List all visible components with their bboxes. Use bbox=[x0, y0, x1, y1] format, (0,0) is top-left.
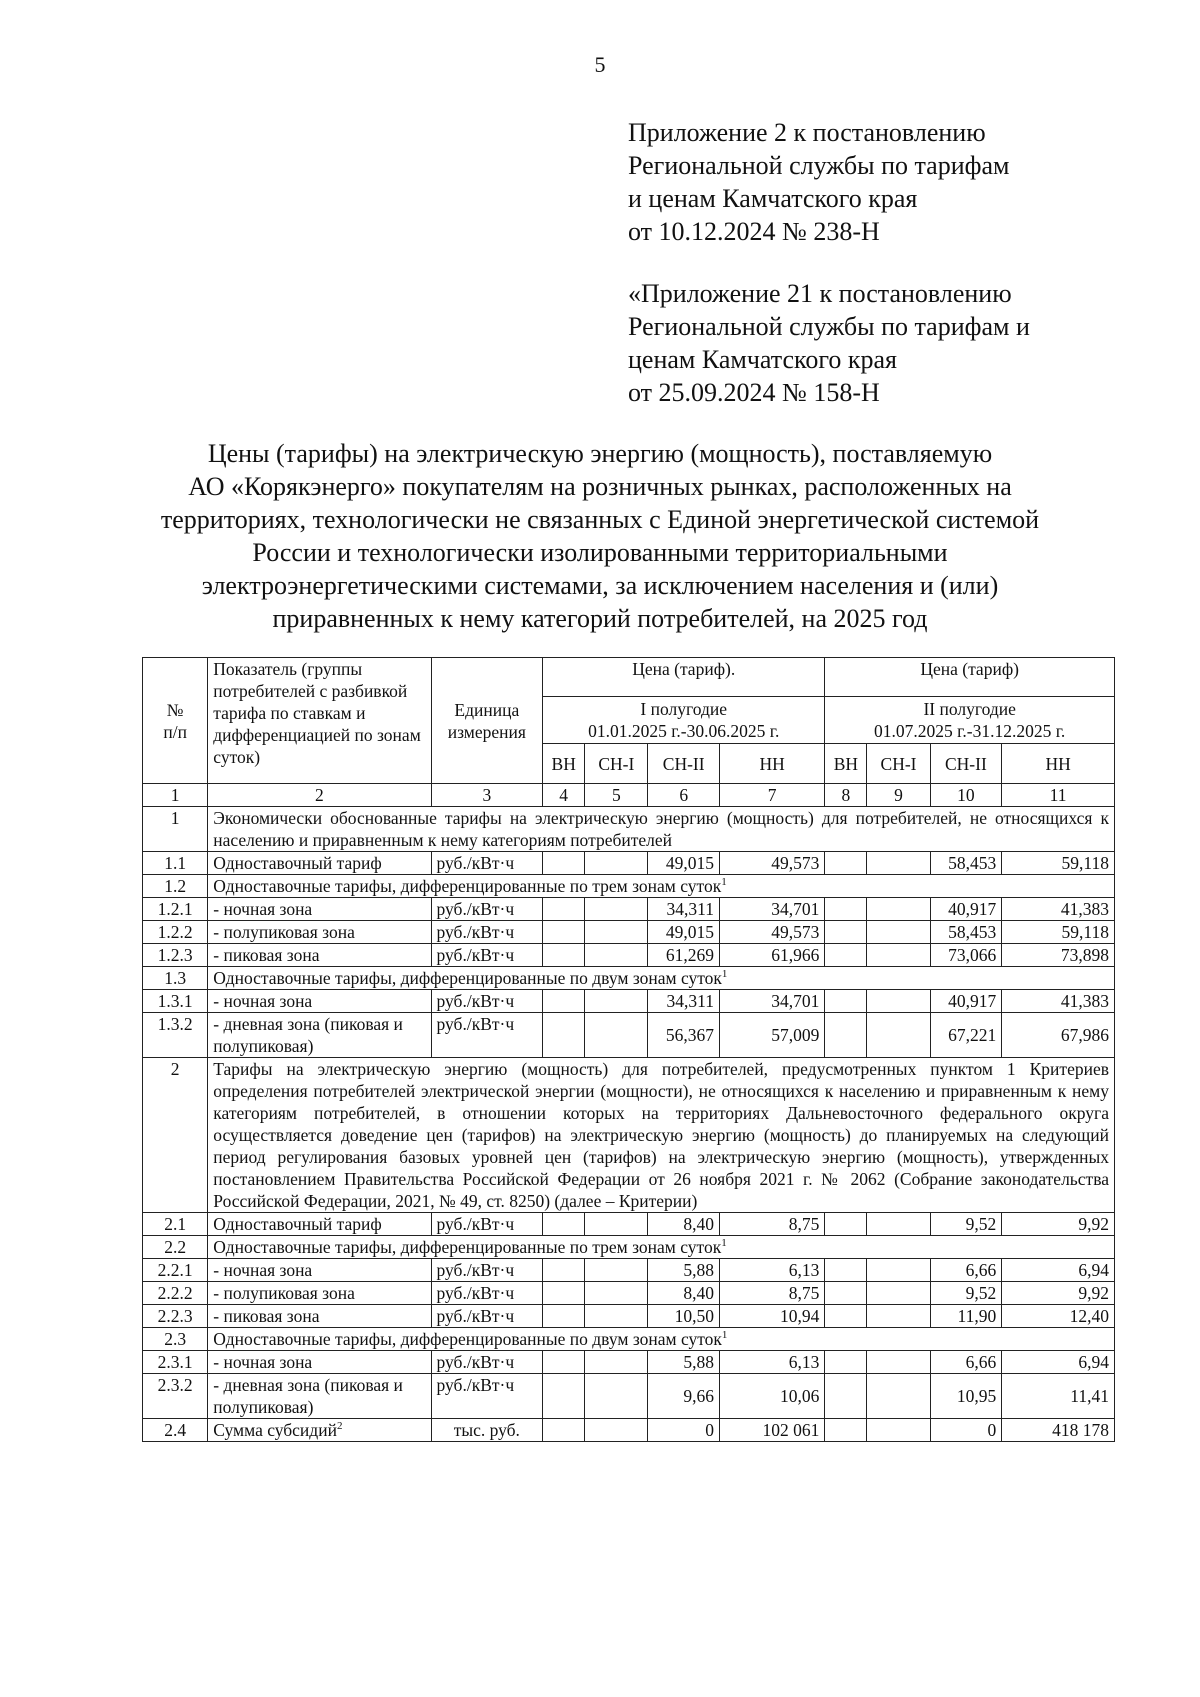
half2-label: II полугодие bbox=[923, 699, 1016, 719]
level-nn: НН bbox=[720, 744, 825, 784]
tariff-value bbox=[825, 1013, 867, 1058]
tariff-value: 102 061 bbox=[720, 1419, 825, 1442]
tariff-value: 11,90 bbox=[930, 1305, 1002, 1328]
column-number: 6 bbox=[648, 784, 720, 807]
tariff-value bbox=[825, 1374, 867, 1419]
title-line: электроэнергетическими системами, за исключением населения и (или) bbox=[201, 571, 999, 600]
row-number: 1.2.1 bbox=[143, 898, 208, 921]
row-number: 2.2.2 bbox=[143, 1282, 208, 1305]
row-name: - ночная зона bbox=[208, 1259, 431, 1282]
tariff-value bbox=[825, 1351, 867, 1374]
tariff-value bbox=[585, 1351, 648, 1374]
tariff-value bbox=[543, 1013, 585, 1058]
title-line: территориях, технологически не связанных с Единой энергетической системой bbox=[160, 505, 1040, 534]
row-unit: руб./кВт·ч bbox=[431, 1351, 543, 1374]
tariff-value: 9,92 bbox=[1002, 1282, 1115, 1305]
tariff-value: 10,95 bbox=[930, 1374, 1002, 1419]
row-number: 1.2.2 bbox=[143, 921, 208, 944]
column-number: 10 bbox=[930, 784, 1002, 807]
tariff-value bbox=[543, 1305, 585, 1328]
column-number: 9 bbox=[867, 784, 930, 807]
subsection-row bbox=[143, 1328, 1115, 1351]
appendix-current-block bbox=[628, 116, 1009, 248]
tariff-value bbox=[585, 1282, 648, 1305]
subsection-text: Одноставочные тарифы, дифференцированные по трем зонам суток$^1$ bbox=[208, 875, 1115, 898]
row-number: 2.3.2 bbox=[143, 1374, 208, 1419]
tariff-value bbox=[825, 944, 867, 967]
tariff-value bbox=[543, 1374, 585, 1419]
data-row bbox=[143, 1419, 1115, 1442]
tariff-value bbox=[867, 1013, 930, 1058]
tariff-value: 8,40 bbox=[648, 1282, 720, 1305]
section-text: Экономически обоснованные тарифы на электрическую энергию (мощность) для потребителей, не относящихся к населению и приравненным к нему категориям потребителей bbox=[208, 807, 1115, 852]
footnote-mark: 2 bbox=[336, 1420, 343, 1433]
tariff-value bbox=[825, 1305, 867, 1328]
title-line: Цены (тарифы) на электрическую энергию (мощность), поставляемую bbox=[207, 439, 993, 468]
data-row bbox=[143, 1351, 1115, 1374]
tariff-value: 34,311 bbox=[648, 990, 720, 1013]
column-number: 2 bbox=[208, 784, 431, 807]
subsection-text: Одноставочные тарифы, дифференцированные по трем зонам суток$^1$ bbox=[208, 1236, 1115, 1259]
tariff-value bbox=[543, 1213, 585, 1236]
tariff-value: 73,066 bbox=[930, 944, 1002, 967]
appendix-line: Приложение 2 к постановлению bbox=[628, 118, 986, 147]
header-half1 bbox=[543, 697, 825, 744]
tariff-value: 10,94 bbox=[720, 1305, 825, 1328]
tariff-value bbox=[867, 1282, 930, 1305]
tariff-value: 8,40 bbox=[648, 1213, 720, 1236]
row-unit: руб./кВт·ч bbox=[431, 921, 543, 944]
tariff-value: 10,50 bbox=[648, 1305, 720, 1328]
row-number: 1.2 bbox=[143, 875, 208, 898]
tariff-value bbox=[867, 1305, 930, 1328]
column-number: 4 bbox=[543, 784, 585, 807]
row-name: - пиковая зона bbox=[208, 944, 431, 967]
row-number: 1.2.3 bbox=[143, 944, 208, 967]
tariff-value bbox=[543, 1351, 585, 1374]
tariff-value bbox=[585, 1213, 648, 1236]
column-number: 7 bbox=[720, 784, 825, 807]
data-row bbox=[143, 1305, 1115, 1328]
tariff-value: 8,75 bbox=[720, 1213, 825, 1236]
tariff-value bbox=[825, 990, 867, 1013]
row-number: 1.1 bbox=[143, 852, 208, 875]
footnote-mark: 1 bbox=[721, 968, 728, 981]
subsection-row bbox=[143, 1236, 1115, 1259]
row-name: - ночная зона bbox=[208, 898, 431, 921]
tariff-value: 41,383 bbox=[1002, 898, 1115, 921]
tariff-value bbox=[825, 852, 867, 875]
tariff-value: 11,41 bbox=[1002, 1374, 1115, 1419]
tariff-value bbox=[825, 1213, 867, 1236]
appendix-line: и ценам Камчатского края bbox=[628, 184, 918, 213]
half1-label: I полугодие bbox=[640, 699, 728, 719]
tariff-value bbox=[867, 898, 930, 921]
tariff-value: 0 bbox=[930, 1419, 1002, 1442]
header-unit: Единица измерения bbox=[431, 658, 543, 784]
row-number: 2.2.1 bbox=[143, 1259, 208, 1282]
row-number: 1.3.1 bbox=[143, 990, 208, 1013]
tariff-value bbox=[585, 1013, 648, 1058]
tariff-value: 34,311 bbox=[648, 898, 720, 921]
header-price-h2: Цена (тариф) bbox=[825, 658, 1115, 697]
title-line: АО «Корякэнерго» покупателям на розничных рынках, расположенных на bbox=[188, 472, 1012, 501]
tariff-value bbox=[543, 852, 585, 875]
tariff-value: 49,015 bbox=[648, 921, 720, 944]
tariff-value: 59,118 bbox=[1002, 852, 1115, 875]
tariff-value: 9,92 bbox=[1002, 1213, 1115, 1236]
tariff-value: 9,66 bbox=[648, 1374, 720, 1419]
row-unit: руб./кВт·ч bbox=[431, 990, 543, 1013]
section-row bbox=[143, 807, 1115, 852]
tariff-value: 58,453 bbox=[930, 921, 1002, 944]
data-row bbox=[143, 898, 1115, 921]
data-row bbox=[143, 1282, 1115, 1305]
tariff-value: 9,52 bbox=[930, 1213, 1002, 1236]
tariff-value: 57,009 bbox=[720, 1013, 825, 1058]
tariff-value bbox=[825, 1419, 867, 1442]
row-name: - полупиковая зона bbox=[208, 1282, 431, 1305]
tariff-value: 41,383 bbox=[1002, 990, 1115, 1013]
level-sn2: СН-II bbox=[648, 744, 720, 784]
tariff-value bbox=[543, 898, 585, 921]
level-vn: ВН bbox=[543, 744, 585, 784]
row-number: 2.2 bbox=[143, 1236, 208, 1259]
row-number: 2.3 bbox=[143, 1328, 208, 1351]
column-number: 3 bbox=[431, 784, 543, 807]
tariff-value: 5,88 bbox=[648, 1259, 720, 1282]
tariff-value bbox=[585, 1259, 648, 1282]
row-unit: руб./кВт·ч bbox=[431, 1305, 543, 1328]
footnote-mark: 1 bbox=[721, 1329, 728, 1342]
level-sn2: СН-II bbox=[930, 744, 1002, 784]
tariff-value bbox=[585, 1419, 648, 1442]
subsection-text: Одноставочные тарифы, дифференцированные по двум зонам суток$^1$ bbox=[208, 967, 1115, 990]
tariff-value: 10,06 bbox=[720, 1374, 825, 1419]
tariff-value: 40,917 bbox=[930, 990, 1002, 1013]
row-unit: руб./кВт·ч bbox=[431, 852, 543, 875]
footnote-mark: 1 bbox=[721, 1237, 727, 1250]
subsection-text: Одноставочные тарифы, дифференцированные по двум зонам суток$^1$ bbox=[208, 1328, 1115, 1351]
tariff-value bbox=[543, 944, 585, 967]
row-unit: руб./кВт·ч bbox=[431, 1374, 543, 1419]
tariff-value bbox=[825, 1282, 867, 1305]
row-unit: руб./кВт·ч bbox=[431, 1282, 543, 1305]
page-number: 5 bbox=[594, 52, 606, 77]
tariff-value bbox=[543, 1419, 585, 1442]
tariff-value bbox=[585, 1305, 648, 1328]
tariff-value: 12,40 bbox=[1002, 1305, 1115, 1328]
tariff-value: 9,52 bbox=[930, 1282, 1002, 1305]
header-indicator: Показатель (группы потребителей с разбивкой тарифа по ставкам и дифференциацией по зонам суток) bbox=[208, 658, 431, 784]
row-number: 2 bbox=[143, 1058, 208, 1213]
tariff-value: 49,573 bbox=[720, 852, 825, 875]
row-name: Одноставочный тариф bbox=[208, 852, 431, 875]
column-number: 8 bbox=[825, 784, 867, 807]
tariff-value bbox=[585, 921, 648, 944]
document-title bbox=[100, 437, 1100, 635]
tariff-table bbox=[142, 657, 1115, 1442]
tariff-value: 6,94 bbox=[1002, 1259, 1115, 1282]
subsection-row bbox=[143, 875, 1115, 898]
tariff-value: 67,986 bbox=[1002, 1013, 1115, 1058]
tariff-value: 49,573 bbox=[720, 921, 825, 944]
row-unit: руб./кВт·ч bbox=[431, 1259, 543, 1282]
row-number: 1.3 bbox=[143, 967, 208, 990]
tariff-value: 58,453 bbox=[930, 852, 1002, 875]
tariff-value bbox=[867, 1351, 930, 1374]
data-row bbox=[143, 1213, 1115, 1236]
column-numbers-row bbox=[143, 784, 1115, 807]
row-unit: тыс. руб. bbox=[431, 1419, 543, 1442]
appendix-line: Региональной службы по тарифам и bbox=[628, 312, 1030, 341]
appendix-line: от 25.09.2024 № 158-Н bbox=[628, 378, 880, 407]
column-number: 5 bbox=[585, 784, 648, 807]
data-row bbox=[143, 921, 1115, 944]
data-row bbox=[143, 1259, 1115, 1282]
tariff-value: 6,13 bbox=[720, 1351, 825, 1374]
appendix-line: от 10.12.2024 № 238-Н bbox=[628, 217, 880, 246]
row-name: - пиковая зона bbox=[208, 1305, 431, 1328]
subsection-row bbox=[143, 967, 1115, 990]
tariff-value bbox=[867, 1213, 930, 1236]
row-number: 2.2.3 bbox=[143, 1305, 208, 1328]
level-vn: ВН bbox=[825, 744, 867, 784]
row-number: 2.3.1 bbox=[143, 1351, 208, 1374]
tariff-value: 67,221 bbox=[930, 1013, 1002, 1058]
tariff-value: 34,701 bbox=[720, 898, 825, 921]
row-name: - ночная зона bbox=[208, 990, 431, 1013]
tariff-value: 5,88 bbox=[648, 1351, 720, 1374]
appendix-line: ценам Камчатского края bbox=[628, 345, 897, 374]
row-unit: руб./кВт·ч bbox=[431, 1213, 543, 1236]
tariff-value: 59,118 bbox=[1002, 921, 1115, 944]
row-number: 1.3.2 bbox=[143, 1013, 208, 1058]
tariff-value bbox=[867, 852, 930, 875]
tariff-value: 6,66 bbox=[930, 1351, 1002, 1374]
tariff-value bbox=[867, 1419, 930, 1442]
tariff-value bbox=[543, 921, 585, 944]
data-row bbox=[143, 1013, 1115, 1058]
data-row bbox=[143, 990, 1115, 1013]
tariff-value: 61,966 bbox=[720, 944, 825, 967]
row-name: - ночная зона bbox=[208, 1351, 431, 1374]
tariff-value: 6,66 bbox=[930, 1259, 1002, 1282]
row-name: - дневная зона (пиковая и полупиковая) bbox=[208, 1013, 431, 1058]
level-sn1: СН-I bbox=[867, 744, 930, 784]
tariff-value: 40,917 bbox=[930, 898, 1002, 921]
title-line: приравненных к нему категорий потребителей, на 2025 год bbox=[272, 604, 928, 633]
header-num: № п/п bbox=[143, 658, 208, 784]
row-name: Сумма субсидий$^2$ bbox=[208, 1419, 431, 1442]
tariff-value bbox=[543, 990, 585, 1013]
tariff-value: 418 178 bbox=[1002, 1419, 1115, 1442]
tariff-value: 6,13 bbox=[720, 1259, 825, 1282]
level-sn1: СН-I bbox=[585, 744, 648, 784]
column-number: 1 bbox=[143, 784, 208, 807]
tariff-value: 49,015 bbox=[648, 852, 720, 875]
tariff-value bbox=[585, 944, 648, 967]
section-text: Тарифы на электрическую энергию (мощность) для потребителей, предусмотренных пунктом 1 Критериев определения потребителей электрической энергии (мощности), не относящихся к населению и приравненным к нему категориям потребителей, в отношении которых на территориях Дальневосточного федерального округа осуществляется доведение цен (тарифов) на электрическую энергию (мощность) до планируемых на следующий период регулирования базовых уровней цен (тарифов) на электрическую энергию (мощность), утвержденных постановлением Правительства Российской Федерации от 26 ноября 2021 г. № 2062 (Собрание законодательства Российской Федерации, 2021, № 49, ст. 8250) (далее – Критерии) bbox=[208, 1058, 1115, 1213]
tariff-value: 73,898 bbox=[1002, 944, 1115, 967]
tariff-value: 6,94 bbox=[1002, 1351, 1115, 1374]
tariff-value: 0 bbox=[648, 1419, 720, 1442]
header-price-h1: Цена (тариф). bbox=[543, 658, 825, 697]
tariff-value bbox=[825, 1259, 867, 1282]
row-unit: руб./кВт·ч bbox=[431, 898, 543, 921]
appendix-original-block bbox=[628, 277, 1030, 409]
tariff-value bbox=[585, 1374, 648, 1419]
tariff-value bbox=[825, 921, 867, 944]
row-number: 2.1 bbox=[143, 1213, 208, 1236]
level-nn: НН bbox=[1002, 744, 1115, 784]
section-row bbox=[143, 1058, 1115, 1213]
appendix-line: Региональной службы по тарифам bbox=[628, 151, 1010, 180]
tariff-value bbox=[585, 852, 648, 875]
half1-period: 01.01.2025 г.-30.06.2025 г. bbox=[588, 721, 780, 741]
row-unit: руб./кВт·ч bbox=[431, 944, 543, 967]
tariff-value bbox=[543, 1259, 585, 1282]
tariff-value bbox=[543, 1282, 585, 1305]
row-name: Одноставочный тариф bbox=[208, 1213, 431, 1236]
tariff-value: 34,701 bbox=[720, 990, 825, 1013]
tariff-value: 61,269 bbox=[648, 944, 720, 967]
tariff-value: 56,367 bbox=[648, 1013, 720, 1058]
tariff-value bbox=[867, 1374, 930, 1419]
row-number: 1 bbox=[143, 807, 208, 852]
tariff-value bbox=[867, 944, 930, 967]
row-name: - полупиковая зона bbox=[208, 921, 431, 944]
data-row bbox=[143, 944, 1115, 967]
tariff-value bbox=[825, 898, 867, 921]
tariff-value: 8,75 bbox=[720, 1282, 825, 1305]
title-line: России и технологически изолированными территориальными bbox=[252, 538, 948, 567]
tariff-value bbox=[867, 1259, 930, 1282]
row-number: 2.4 bbox=[143, 1419, 208, 1442]
column-number: 11 bbox=[1002, 784, 1115, 807]
tariff-value bbox=[585, 990, 648, 1013]
header-half2 bbox=[825, 697, 1115, 744]
tariff-value bbox=[867, 921, 930, 944]
appendix-line: «Приложение 21 к постановлению bbox=[628, 279, 1012, 308]
half2-period: 01.07.2025 г.-31.12.2025 г. bbox=[874, 721, 1066, 741]
row-unit: руб./кВт·ч bbox=[431, 1013, 543, 1058]
data-row bbox=[143, 1374, 1115, 1419]
row-name: - дневная зона (пиковая и полупиковая) bbox=[208, 1374, 431, 1419]
footnote-mark: 1 bbox=[721, 876, 727, 889]
tariff-value bbox=[585, 898, 648, 921]
tariff-value bbox=[867, 990, 930, 1013]
data-row bbox=[143, 852, 1115, 875]
